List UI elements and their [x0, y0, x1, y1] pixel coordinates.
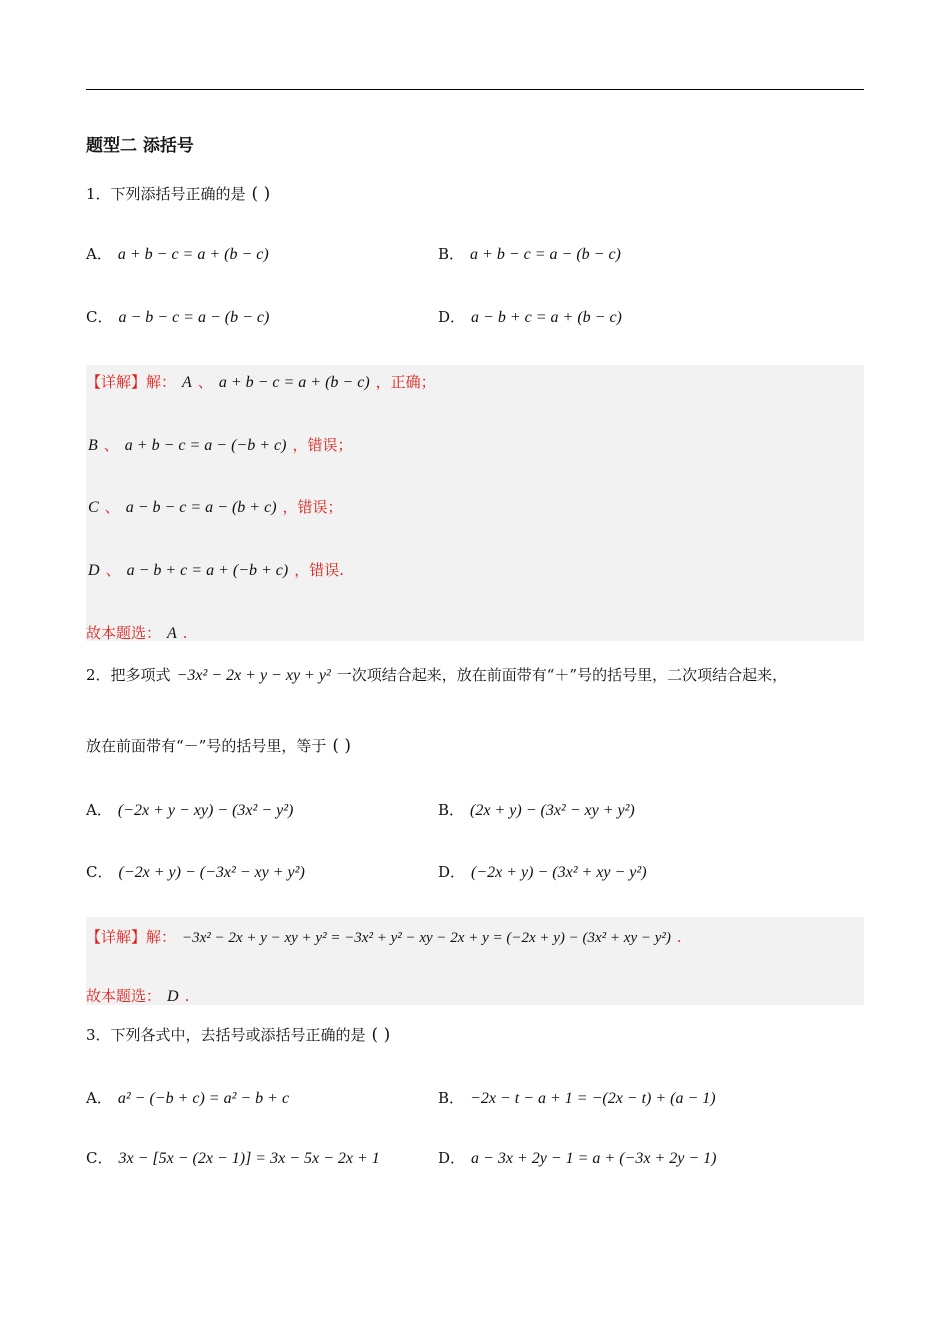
option-letter: A	[182, 374, 192, 391]
question-3-text: 3．下列各式中，去括号或添括号正确的是	[86, 1026, 366, 1044]
option-label: B．	[438, 245, 465, 263]
option-formula: a + b − c = a + (b − c)	[117, 246, 269, 263]
question-2-text-start: 2．把多项式	[86, 666, 171, 684]
question-2-stem	[86, 664, 787, 685]
option-formula: (−2x + y) − (−3x² − xy + y²)	[118, 864, 305, 881]
option-label: D．	[438, 1149, 466, 1167]
header-rule	[86, 89, 864, 90]
q2-conclusion	[86, 985, 189, 1006]
verdict: ，错误.	[294, 561, 344, 579]
question-2-text-line2: 放在前面带有“－”号的括号里，等于	[86, 737, 327, 755]
conclusion-text: 故本题选：	[86, 624, 162, 642]
q2-option-a	[86, 799, 293, 820]
answer-letter: D	[167, 988, 179, 1005]
q1-explanation-line-a	[86, 371, 436, 392]
option-letter: D	[88, 562, 100, 579]
separator: 、	[104, 498, 120, 516]
q1-option-a	[86, 243, 269, 264]
question-1-text: 1．下列添括号正确的是	[86, 185, 246, 203]
q3-option-d	[438, 1147, 716, 1168]
q3-option-a	[86, 1087, 289, 1108]
q2-option-c	[86, 861, 305, 882]
q2-option-b	[438, 799, 635, 820]
separator: 、	[103, 436, 119, 454]
explanation-end: .	[676, 928, 682, 946]
q1-option-c	[86, 306, 269, 327]
question-2-text-end: 一次项结合起来，放在前面带有“＋”号的括号里，二次项结合起来，	[336, 666, 788, 684]
section-title: 题型二 添括号	[86, 136, 194, 156]
option-formula: a + b − c = a − (b − c)	[470, 246, 621, 263]
option-label: A．	[86, 801, 112, 819]
explanation-formula: a + b − c = a + (b − c)	[218, 374, 370, 391]
q2-option-d	[438, 861, 647, 882]
question-2-polynomial: −3x² − 2x + y − xy + y²	[176, 667, 331, 684]
explanation-formula: a − b + c = a + (−b + c)	[126, 562, 289, 579]
option-formula: 3x − [5x − (2x − 1)] = 3x − 5x − 2x + 1	[118, 1150, 380, 1167]
option-label: C．	[86, 863, 113, 881]
q3-option-c	[86, 1147, 380, 1168]
option-formula: (−2x + y) − (3x² + xy − y²)	[471, 864, 647, 881]
explanation-formula: a + b − c = a − (−b + c)	[124, 437, 287, 454]
option-label: A．	[86, 1089, 112, 1107]
option-label: C．	[86, 1149, 113, 1167]
option-label: C．	[86, 308, 113, 326]
option-formula: (−2x + y − xy) − (3x² − y²)	[117, 802, 294, 819]
q1-explanation-line-d	[88, 559, 344, 580]
q1-conclusion	[86, 622, 188, 643]
question-2-stem-line2	[86, 735, 351, 756]
q1-option-d	[438, 306, 622, 327]
separator: 、	[197, 373, 213, 391]
option-formula: a − 3x + 2y − 1 = a + (−3x + 2y − 1)	[471, 1150, 717, 1167]
q1-option-b	[438, 243, 621, 264]
option-formula: a − b + c = a + (b − c)	[471, 309, 622, 326]
explanation-head: 【详解】解：	[86, 373, 177, 391]
q1-explanation-line-c	[88, 496, 343, 517]
conclusion-end: .	[182, 624, 188, 642]
explanation-head: 【详解】解：	[86, 928, 177, 946]
question-3-stem	[86, 1024, 390, 1045]
option-label: D．	[438, 863, 466, 881]
question-1-answer-blank: ( )	[251, 184, 271, 204]
option-formula: (2x + y) − (3x² − xy + y²)	[470, 802, 635, 819]
option-formula: a² − (−b + c) = a² − b + c	[117, 1090, 290, 1107]
option-letter: C	[88, 499, 99, 516]
conclusion-text: 故本题选：	[86, 987, 162, 1005]
verdict: ，错误；	[292, 436, 353, 454]
q3-option-b	[438, 1087, 716, 1108]
conclusion-end: .	[184, 987, 190, 1005]
option-letter: B	[88, 437, 98, 454]
option-label: A．	[86, 245, 112, 263]
verdict: ，正确；	[375, 373, 436, 391]
question-2-answer-blank: ( )	[332, 736, 352, 756]
answer-letter: A	[167, 625, 177, 642]
question-3-answer-blank: ( )	[371, 1025, 391, 1045]
option-formula: −2x − t − a + 1 = −(2x − t) + (a − 1)	[470, 1090, 716, 1107]
q2-explanation-line	[86, 926, 682, 947]
option-label: D．	[438, 308, 466, 326]
option-formula: a − b − c = a − (b − c)	[118, 309, 270, 326]
explanation-formula: a − b − c = a − (b + c)	[125, 499, 277, 516]
separator: 、	[105, 561, 121, 579]
explanation-formula: −3x² − 2x + y − xy + y² = −3x² + y² − xy − 2x + y = (−2x + y) − (3x² + xy − y²)	[182, 930, 671, 946]
option-label: B．	[438, 1089, 465, 1107]
verdict: ，错误；	[282, 498, 343, 516]
question-1-stem	[86, 183, 270, 204]
q1-explanation-line-b	[88, 434, 352, 455]
option-label: B．	[438, 801, 465, 819]
